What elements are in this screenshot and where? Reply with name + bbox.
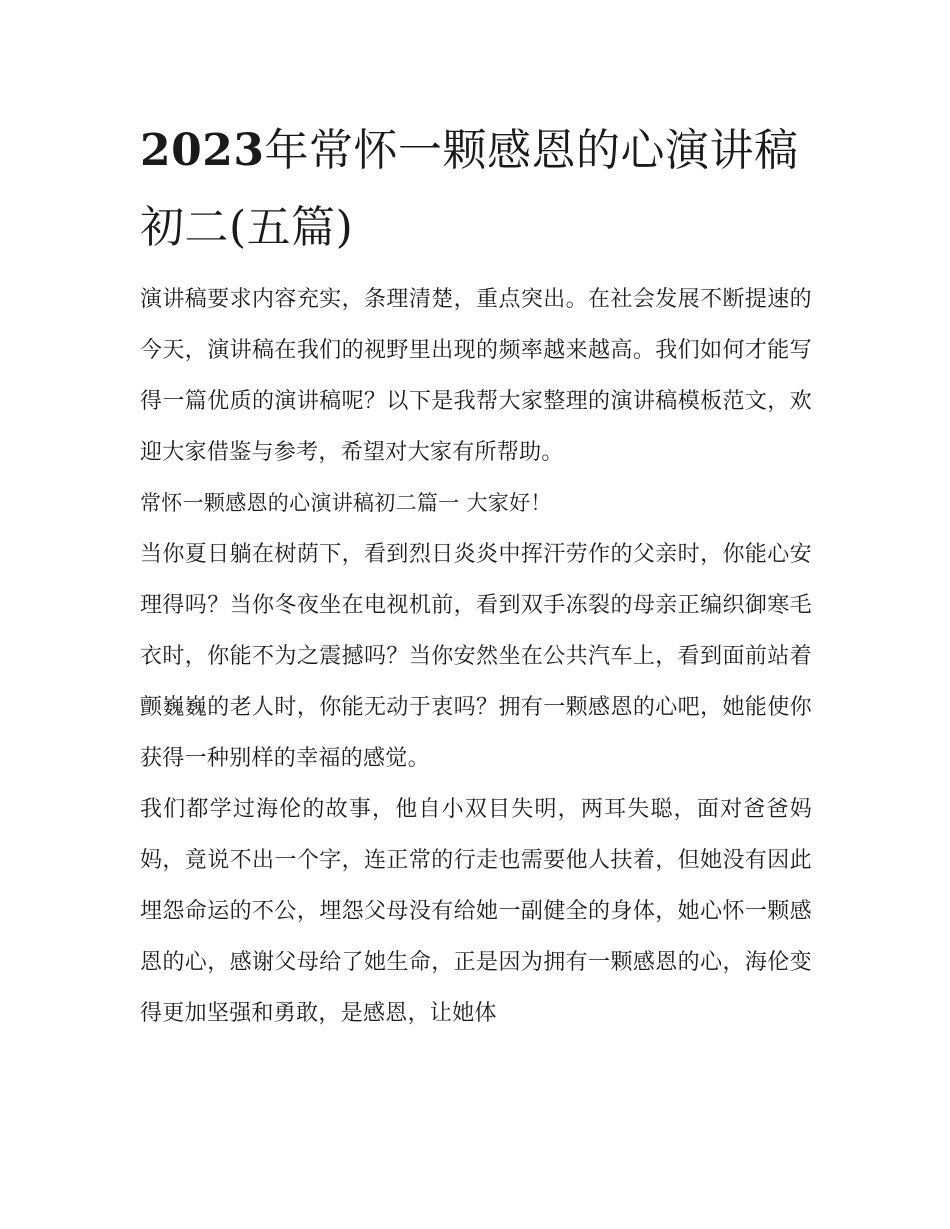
title-text: 年常怀一颗感恩的心演讲稿初二(五篇) (140, 125, 799, 253)
title-year: 2023 (140, 125, 265, 176)
body-paragraph-2: 我们都学过海伦的故事，他自小双目失明，两耳失聪，面对爸爸妈妈，竟说不出一个字，连正常的行走也需要他人扶着，但她没有因此埋怨命运的不公，埋怨父母没有给她一副健全的身体，她心怀一颗感恩的心，感谢父母给了她生命，正是因为拥有一颗感恩的心，海伦变得更加坚强和勇敢，是感恩，让她体 (140, 797, 812, 1026)
intro-paragraph: 演讲稿要求内容充实，条理清楚，重点突出。在社会发展不断提速的今天，演讲稿在我们的视野里出现的频率越来越高。我们如何才能写得一篇优质的演讲稿呢？以下是我帮大家整理的演讲稿模板范文，欢迎大家借鉴与参考，希望对大家有所帮助。 (140, 287, 812, 465)
section-heading: 常怀一颗感恩的心演讲稿初二篇一 大家好！ (140, 491, 552, 515)
document-body (140, 112, 812, 1039)
body-paragraph-1: 当你夏日躺在树荫下，看到烈日炎炎中挥汗劳作的父亲时，你能心安理得吗？当你冬夜坐在电视机前，看到双手冻裂的母亲正编织御寒毛衣时，你能不为之震撼吗？当你安然坐在公共汽车上，看到面前站着颤巍巍的老人时，你能无动于衷吗？拥有一颗感恩的心吧，她能使你获得一种别样的幸福的感觉。 (140, 542, 812, 771)
document-title (140, 112, 812, 266)
